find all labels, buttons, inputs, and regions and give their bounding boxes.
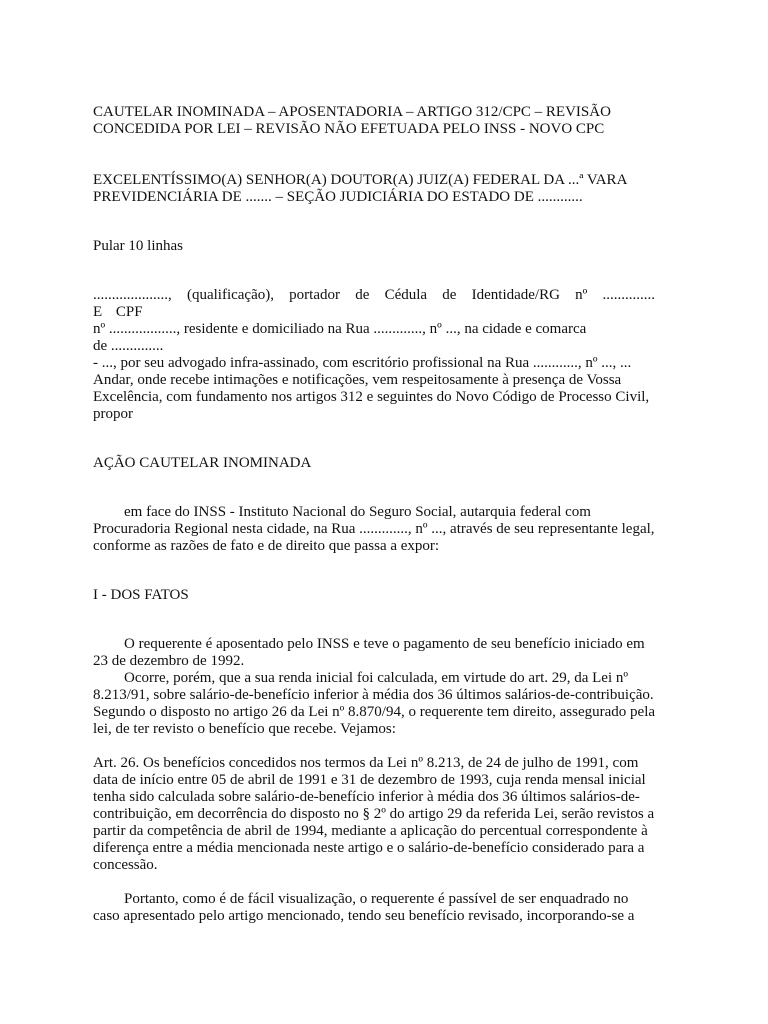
document-heading (93, 104, 655, 138)
qualification-line-6: Andar, onde recebe intimações e notificações, vem respeitosamente à presença de Vossa (93, 372, 622, 388)
action-title (93, 455, 655, 472)
section-title-text: I - DOS FATOS (93, 587, 189, 603)
article-quote (93, 755, 655, 874)
facts-paragraph (93, 636, 655, 738)
action-title-text: AÇÃO CAUTELAR INOMINADA (93, 455, 312, 471)
article-line-5: partir da competência de abril de 1994, mediante a aplicação do percentual correspondente à (93, 823, 648, 839)
qualification-paragraph (93, 287, 655, 423)
article-line-6: diferença entre a média mencionada neste artigo e o salário-de-benefício considerado para a (93, 840, 645, 856)
section-title (93, 587, 655, 604)
qualification-line-4: de .............. (93, 338, 164, 354)
skip-lines-note (93, 238, 655, 255)
facts-line-3: Ocorre, porém, que a sua renda inicial foi calculada, em virtude do art. 29, da Lei nº (124, 670, 629, 686)
qualification-line-3: nº .................., residente e domiciliado na Rua ............., nº ..., na cidade e comarca (93, 321, 587, 337)
facts-line-2: 23 de dezembro de 1992. (93, 653, 245, 669)
document-page (93, 104, 655, 925)
defendant-line-1: em face do INSS - Instituto Nacional do Seguro Social, autarquia federal com (124, 504, 591, 520)
facts-line-1: O requerente é aposentado pelo INSS e teve o pagamento de seu benefício iniciado em (124, 636, 645, 652)
skip-note-text: Pular 10 linhas (93, 238, 183, 254)
facts-line-5: Segundo o disposto no artigo 26 da Lei nº 8.870/94, o requerente tem direito, assegurado pela (93, 704, 656, 720)
qualification-line-5: - ..., por seu advogado infra-assinado, com escritório profissional na Rua ............, nº ..., ... (93, 355, 632, 371)
article-line-4: contribuição, em decorrência do disposto no § 2º do artigo 29 da referida Lei, serão revistos a (93, 806, 655, 822)
heading-line-1: CAUTELAR INOMINADA – APOSENTADORIA – ARTIGO 312/CPC – REVISÃO (93, 104, 611, 120)
conclusion-line-1: Portanto, como é de fácil visualização, o requerente é passível de ser enquadrado no (124, 891, 629, 907)
article-line-7: concessão. (93, 857, 158, 873)
qualification-line-8: propor (93, 406, 133, 422)
facts-line-4: 8.213/91, sobre salário-de-benefício inferior à média dos 36 últimos salários-de-contribuição. (93, 687, 654, 703)
heading-line-2: CONCEDIDA POR LEI – REVISÃO NÃO EFETUADA PELO INSS - NOVO CPC (93, 121, 605, 137)
qualification-line-7: Excelência, com fundamento nos artigos 312 e seguintes do Novo Código de Processo Civil, (93, 389, 650, 405)
qualification-line-2: E CPF (93, 304, 143, 320)
conclusion-line-2: caso apresentado pelo artigo mencionado, tendo seu benefício revisado, incorporando-se a (93, 908, 635, 924)
address-line-1: EXCELENTÍSSIMO(A) SENHOR(A) DOUTOR(A) JUIZ(A) FEDERAL DA ...ª VARA (93, 172, 628, 188)
article-line-3: tenha sido calculada sobre salário-de-benefício inferior à média dos 36 últimos salários-de- (93, 789, 640, 805)
defendant-paragraph (93, 504, 655, 555)
facts-line-6: lei, de ter revisto o benefício que recebe. Vejamos: (93, 721, 396, 737)
conclusion-paragraph (93, 891, 655, 925)
article-line-2: data de início entre 05 de abril de 1991 e 31 de dezembro de 1993, cuja renda mensal inicial (93, 772, 646, 788)
court-address (93, 172, 655, 206)
defendant-line-3: conforme as razões de fato e de direito que passa a expor: (93, 538, 440, 554)
qualification-line-1: ...................., (qualificação), portador de Cédula de Identidade/RG nº .............. (93, 287, 655, 303)
address-line-2: PREVIDENCIÁRIA DE ....... – SEÇÃO JUDICIÁRIA DO ESTADO DE ............ (93, 189, 583, 205)
defendant-line-2: Procuradoria Regional nesta cidade, na Rua ............., nº ..., através de seu representante legal, (93, 521, 655, 537)
article-line-1: Art. 26. Os benefícios concedidos nos termos da Lei nº 8.213, de 24 de julho de 1991, com (93, 755, 639, 771)
